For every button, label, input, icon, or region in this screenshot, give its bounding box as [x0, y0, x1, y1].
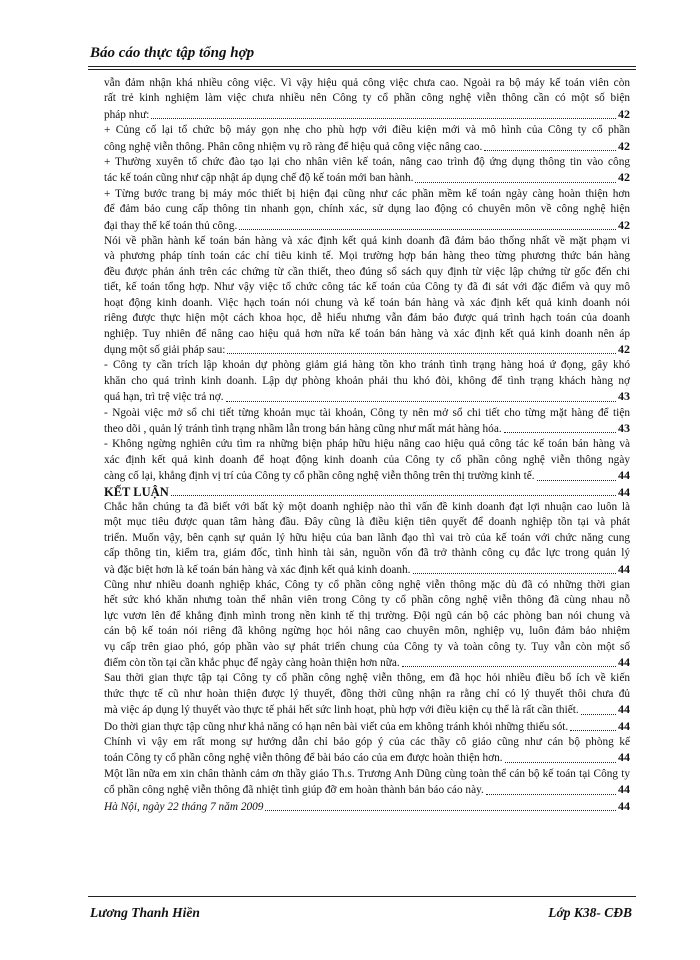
dot-leader: [151, 117, 616, 119]
footer-author: Lương Thanh Hiền: [90, 905, 200, 920]
toc-entry-line: Sau thời gian thực tập tại Công ty cổ phần công nghệ viễn thông, em đã học hỏi nhiều điều bổ ích về kiến: [104, 672, 630, 685]
toc-entry[interactable]: [104, 234, 630, 358]
toc-entry[interactable]: [104, 406, 630, 438]
page-number: 44: [618, 468, 630, 483]
page-number: 42: [618, 170, 630, 185]
toc-entry-text: Do thời gian thực tập cũng như khả năng có hạn nên bài viết của em không tránh khỏi những thiếu sót.: [104, 720, 569, 733]
toc-entry-line: xác định kết quả kinh doanh để hoạt động kinh doanh của Công ty cổ phần công nghệ viễn thông ngày: [104, 453, 630, 466]
dot-leader: [505, 761, 616, 763]
dot-leader: [402, 665, 616, 667]
dot-leader: [581, 713, 616, 715]
dot-leader: [413, 572, 617, 574]
page-number: 44: [618, 798, 630, 813]
toc-entry-text: công nghệ viễn thông. Phân công nhiệm vụ rõ ràng để hiệu quả công việc nâng cao.: [104, 140, 483, 153]
toc-entry-text: theo dõi , quản lý tránh tình trạng nhầm lẫn trong bán hàng cũng như mất mát hàng hóa.: [104, 422, 502, 435]
toc-entry-line: tiết, kế toán tổng hợp. Như vậy việc tổ chức công tác kế toán của Công ty đã đi sát với đặc điểm và quy mô: [104, 281, 630, 294]
dot-leader: [239, 228, 616, 230]
toc-list: [104, 76, 630, 815]
header-rule-bottom: [88, 69, 636, 70]
toc-entry[interactable]: [104, 719, 630, 735]
toc-entry[interactable]: [104, 358, 630, 405]
toc-entry-text: tác kế toán cũng như cập nhật áp dụng chế độ kế toán mới ban hành.: [104, 172, 414, 185]
toc-entry[interactable]: [104, 578, 630, 671]
toc-entry-text: Hà Nội, ngày 22 tháng 7 năm 2009: [104, 800, 264, 813]
toc-entry-text: càng cố lại, khẳng định vị trí của Công ty cổ phần công nghệ viễn thông trên thị trường kinh tế.: [104, 470, 535, 483]
toc-entry-line: khăn cho quá trình kinh doanh. Lập dự phòng khoản phải thu khó đòi, không để tình trạng khách hàng nợ: [104, 374, 630, 387]
toc-entry-line: thức thực tế cũ như hoàn thiện được lý thuyết, đồng thời cũng nhận ra rằng chỉ có lý thuyết thôi chưa đủ: [104, 687, 630, 700]
toc-entry-line: triển. Muốn vậy, bên cạnh sự quản lý hữu hiệu của ban lãnh đạo thì vai trò của kế toán với chức năng cung: [104, 531, 630, 544]
dot-leader: [486, 793, 616, 795]
toc-entry-line: cấp thông tin, kiểm tra, giám đốc, tình hình tài sản, nguồn vốn đã trở thành công cụ đắc lực trong quản lý: [104, 547, 630, 560]
page-number: 44: [618, 750, 630, 765]
toc-entry[interactable]: [104, 767, 630, 799]
dot-leader: [537, 479, 616, 481]
toc-entry-text: cổ phần công nghệ viễn thông đã nhiệt tình giúp đỡ em hoàn thành bản báo cáo này.: [104, 784, 484, 797]
dot-leader: [226, 400, 616, 402]
toc-entry[interactable]: [104, 437, 630, 484]
page-number: 43: [618, 420, 630, 435]
dot-leader: [570, 729, 616, 731]
toc-entry[interactable]: [104, 500, 630, 578]
toc-entry-line: nghiệp. Tuy nhiên để nâng cao hiệu quả hơn nữa kế toán bán hàng và xác định kết quả kinh doanh nên áp: [104, 327, 630, 340]
page-number: 44: [618, 561, 630, 576]
page-number: 44: [618, 655, 630, 670]
page-number: 43: [618, 389, 630, 404]
toc-entry-line: đều được phản ánh trên các chứng từ cần thiết, theo đúng sổ sách quy định từ việc lập chứng từ gốc đến chi: [104, 265, 630, 278]
toc-entry-line: riêng được thực hiện một cách khoa học, dễ hiểu nhưng vẫn đảm bảo được quá trình hạch toán của doanh: [104, 312, 630, 325]
toc-entry[interactable]: [104, 187, 630, 234]
toc-entry-text: mà việc áp dụng lý thuyết vào thực tế phải hết sức linh hoạt, phù hợp với điều kiện cụ thể là rất cần thiết.: [104, 704, 579, 717]
footer-rule: [88, 896, 636, 897]
toc-entry-line: + Củng cố lại tổ chức bộ máy gọn nhẹ cho phù hợp với điều kiện mới và mô hình của Công ty cổ phần: [104, 124, 630, 137]
toc-entry[interactable]: [104, 799, 630, 815]
toc-entry-text: dụng một số giải pháp sau:: [104, 343, 226, 356]
header-rule-top: [88, 66, 636, 67]
toc-entry-text: đại thay thế kế toán thủ công.: [104, 219, 238, 232]
toc-entry-line: Chắc hẳn chúng ta đã biết với bất kỳ một doanh nghiệp nào thì vấn đề kinh doanh đạt lợi nhuận cao luôn là: [104, 500, 630, 513]
toc-entry-line: Chính vì vậy em rất mong sự hướng dẫn chỉ bảo góp ý của các thầy cô giáo cũng như cán bộ phòng kế: [104, 736, 630, 749]
dot-leader: [171, 494, 616, 496]
toc-entry-text: toán Công ty cổ phần công nghệ viễn thông để bài báo cáo của em được hoàn thiện hơn.: [104, 752, 503, 765]
toc-entry-line: Một lần nữa em xin chân thành cảm ơn thầy giáo Th.s. Trương Anh Dũng cùng toàn thể cán bộ kế toán tại Công ty: [104, 767, 630, 780]
toc-entry-line: Nói về phần hành kế toán bán hàng và xác định kết quả kinh doanh đã đảm bảo thống nhất về mặt phạm vi: [104, 235, 630, 248]
page-number: 42: [618, 106, 630, 121]
toc-entry-line: rất trẻ kinh nghiệm làm việc chưa nhiều nên Công ty cổ phần công nghệ viễn thông cần có một số biện: [104, 92, 630, 105]
toc-entry-line: một mục tiêu được quan tâm hàng đầu. Đây cũng là điều kiện tiên quyết để doanh nghiệp tồn tại và phát: [104, 516, 630, 529]
toc-entry[interactable]: [104, 76, 630, 123]
toc-entry[interactable]: [104, 735, 630, 767]
toc-entry-text: điểm còn tồn tại cần khắc phục để ngày càng hoàn thiện hơn nữa.: [104, 657, 400, 670]
toc-entry-line: hoạt động kinh doanh. Việc hạch toán nói chung và kế toán bán hàng và xác định kết quả kinh doanh nói: [104, 296, 630, 309]
page-number: 42: [618, 217, 630, 232]
toc-entry-line: lực vươn lên để khẳng định mình trong nền kinh tế thị trường. Đội ngũ cán bộ các phòng ban nói chung và: [104, 609, 630, 622]
toc-entry[interactable]: [104, 485, 630, 500]
toc-entry[interactable]: [104, 671, 630, 718]
toc-entry[interactable]: [104, 155, 630, 187]
toc-entry-text: KẾT LUẬN: [104, 484, 169, 499]
toc-entry-text: và đặc biệt hơn là kế toán bán hàng và xác định kết quả kinh doanh.: [104, 563, 411, 576]
page-number: 42: [618, 341, 630, 356]
toc-entry-line: vụ cấp trên giao phó, góp phần vào sự phát triển chung của Công ty và toàn công ty. Tuy vẫn còn một số: [104, 640, 630, 653]
header-title: Báo cáo thực tập tổng hợp: [90, 45, 255, 61]
toc-entry-line: - Không ngừng nghiên cứu tìm ra những biện pháp hữu hiệu nâng cao hiệu quả công tác kế toán bán hàng và: [104, 438, 630, 451]
dot-leader: [484, 149, 616, 151]
toc-entry-line: Cũng như nhiều doanh nghiệp khác, Công ty cổ phần công nghệ viễn thông mặc dù đã có những thời gian: [104, 579, 630, 591]
page-number: 44: [618, 718, 630, 733]
toc-entry-line: cán bộ kế toán nói riêng đã không ngừng học hỏi nâng cao chuyên môn, nghiệp vụ, luôn đảm bảo nhiệm: [104, 625, 630, 638]
dot-leader: [415, 181, 616, 183]
dot-leader: [504, 431, 616, 433]
toc-entry-line: + Từng bước trang bị máy móc thiết bị hiện đại cũng như các phần mềm kế toán ngày càng hoàn thiện hơn: [104, 187, 630, 200]
toc-entry-line: - Ngoài việc mở sổ chi tiết từng khoản mục tài khoản, Công ty nên mở sổ chi tiết cho từng mặt hàng để tiện: [104, 406, 630, 419]
toc-entry-line: vẫn đảm nhận khá nhiều công việc. Vì vậy hiệu quả công việc chưa cao. Ngoài ra bộ máy kế toán viên còn: [104, 77, 630, 89]
toc-entry-line: + Thường xuyên tổ chức đào tạo lại cho nhân viên kế toán, nâng cao trình độ ứng dụng thông tin vào công: [104, 156, 630, 169]
footer-class-label: Lớp K38- CĐB: [548, 905, 632, 920]
toc-entry-line: để đảm bảo cung cấp thông tin nhanh gọn, chính xác, sử dụng lao động có chuyên môn về công nghệ hiện: [104, 203, 630, 216]
toc-entry[interactable]: [104, 123, 630, 155]
page-number: 44: [618, 782, 630, 797]
toc-entry-line: và phương pháp tính toán các chỉ tiêu kinh tế. Mọi trường hợp bán hàng theo từng phương thức bán hàng: [104, 250, 630, 263]
toc-entry-line: - Công ty cần trích lập khoản dự phòng giảm giá hàng tồn kho tránh tình trạng hàng hoá ứ đọng, gây khó: [104, 359, 630, 372]
toc-entry-text: quá hạn, trì trệ việc trả nợ.: [104, 391, 224, 404]
dot-leader: [265, 809, 616, 811]
toc-entry-text: pháp như:: [104, 108, 150, 121]
page-number: 44: [618, 484, 630, 499]
dot-leader: [227, 352, 616, 354]
page-number: 42: [618, 138, 630, 153]
toc-entry-line: hết sức khó khăn nhưng toàn thể nhân viên trong Công ty cổ phần công nghệ viễn thông đã cùng nhau nỗ: [104, 594, 630, 607]
page-number: 44: [618, 702, 630, 717]
